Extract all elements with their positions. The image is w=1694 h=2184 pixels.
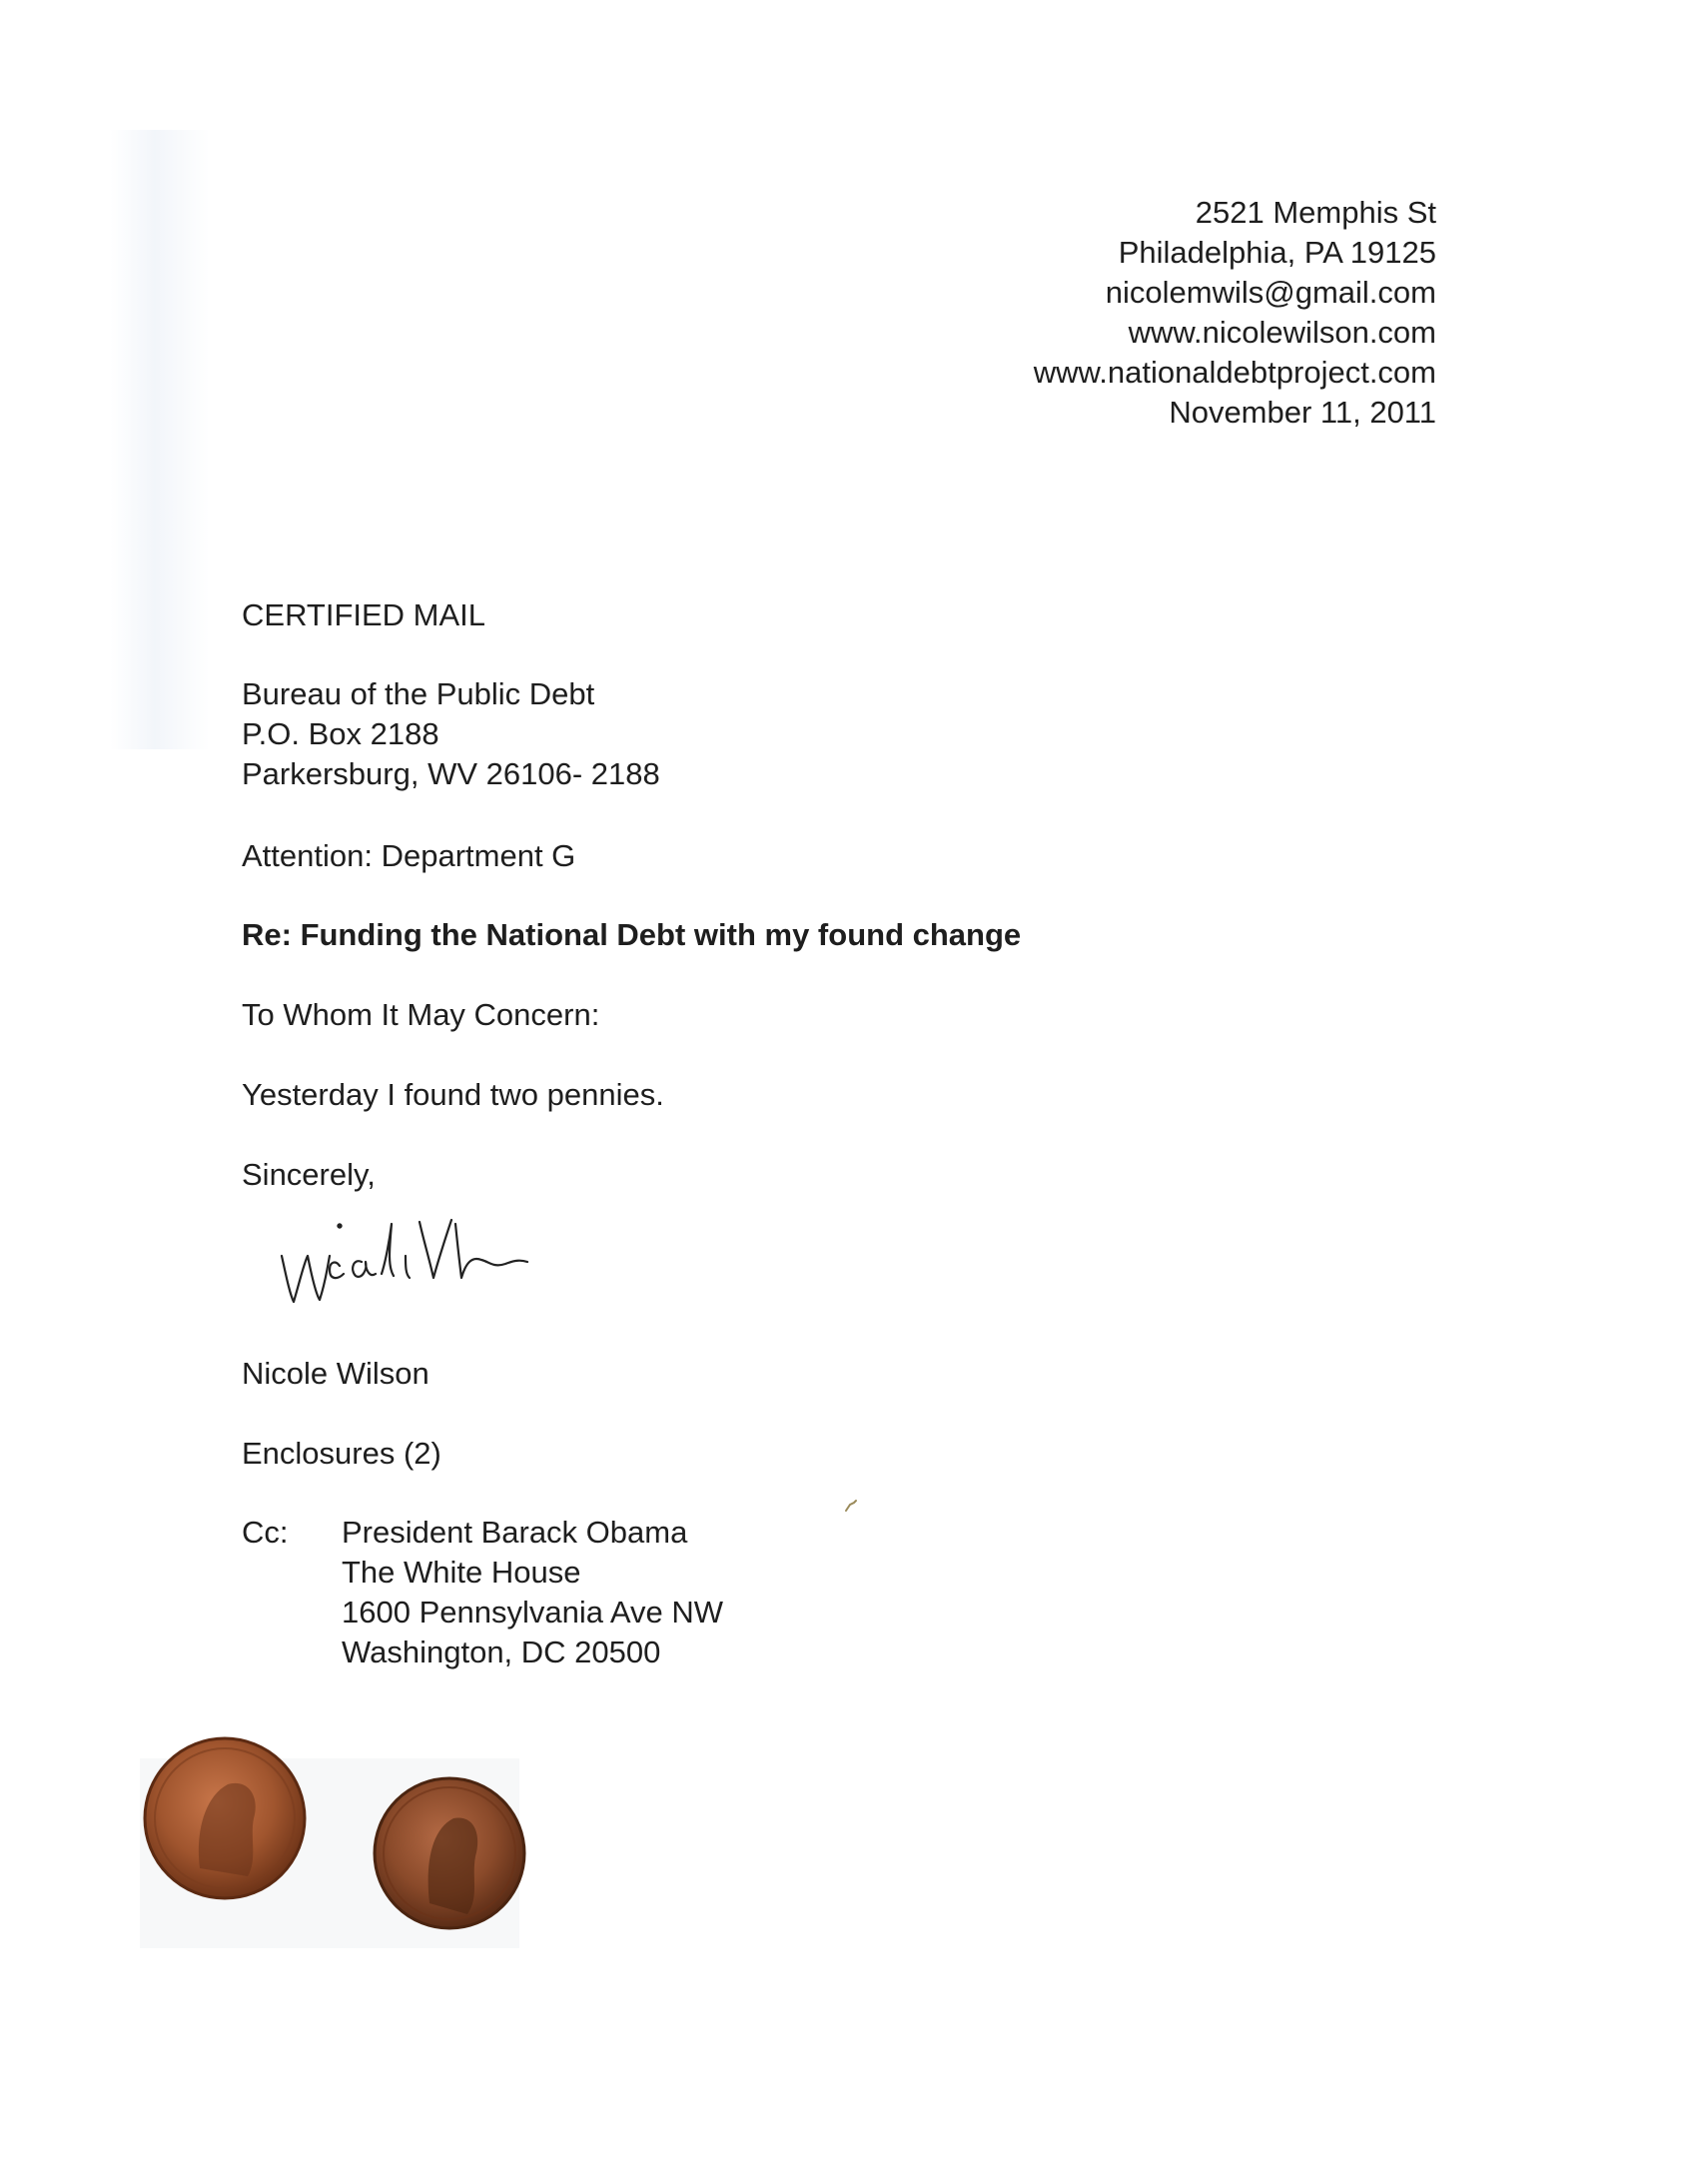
cc-label: Cc: — [242, 1515, 289, 1550]
recipient-po-box: P.O. Box 2188 — [242, 716, 439, 751]
cc-line: President Barack Obama — [342, 1515, 688, 1550]
penny-left — [145, 1738, 305, 1898]
recipient-address-block — [242, 674, 660, 794]
handwritten-signature — [270, 1204, 619, 1314]
penny-right — [375, 1778, 524, 1928]
sender-street: 2521 Memphis St — [1195, 195, 1436, 230]
sender-website-project: www.nationaldebtproject.com — [1033, 355, 1436, 390]
sender-city-state-zip: Philadelphia, PA 19125 — [1118, 235, 1436, 270]
closing: Sincerely, — [242, 1157, 376, 1192]
scan-shadow — [110, 130, 210, 749]
sender-email: nicolemwils@gmail.com — [1105, 275, 1436, 310]
sender-address-block — [1034, 193, 1436, 433]
delivery-method: CERTIFIED MAIL — [242, 597, 486, 632]
letter-body: Yesterday I found two pennies. — [242, 1077, 664, 1112]
signer-name: Nicole Wilson — [242, 1356, 429, 1391]
recipient-name: Bureau of the Public Debt — [242, 676, 595, 711]
ink-smudge — [844, 1499, 858, 1513]
cc-line: 1600 Pennsylvania Ave NW — [342, 1595, 723, 1630]
letter-date: November 11, 2011 — [1169, 395, 1436, 430]
cc-address-block — [342, 1513, 723, 1672]
salutation: To Whom It May Concern: — [242, 997, 600, 1032]
recipient-city-state-zip: Parkersburg, WV 26106- 2188 — [242, 756, 660, 791]
subject-line: Re: Funding the National Debt with my found change — [242, 917, 1022, 952]
attention-line: Attention: Department G — [242, 838, 576, 873]
enclosed-pennies — [130, 1718, 549, 1958]
cc-line: The White House — [342, 1555, 581, 1590]
cc-line: Washington, DC 20500 — [342, 1635, 661, 1669]
enclosures-line: Enclosures (2) — [242, 1436, 441, 1471]
sender-website-personal: www.nicolewilson.com — [1128, 315, 1436, 350]
